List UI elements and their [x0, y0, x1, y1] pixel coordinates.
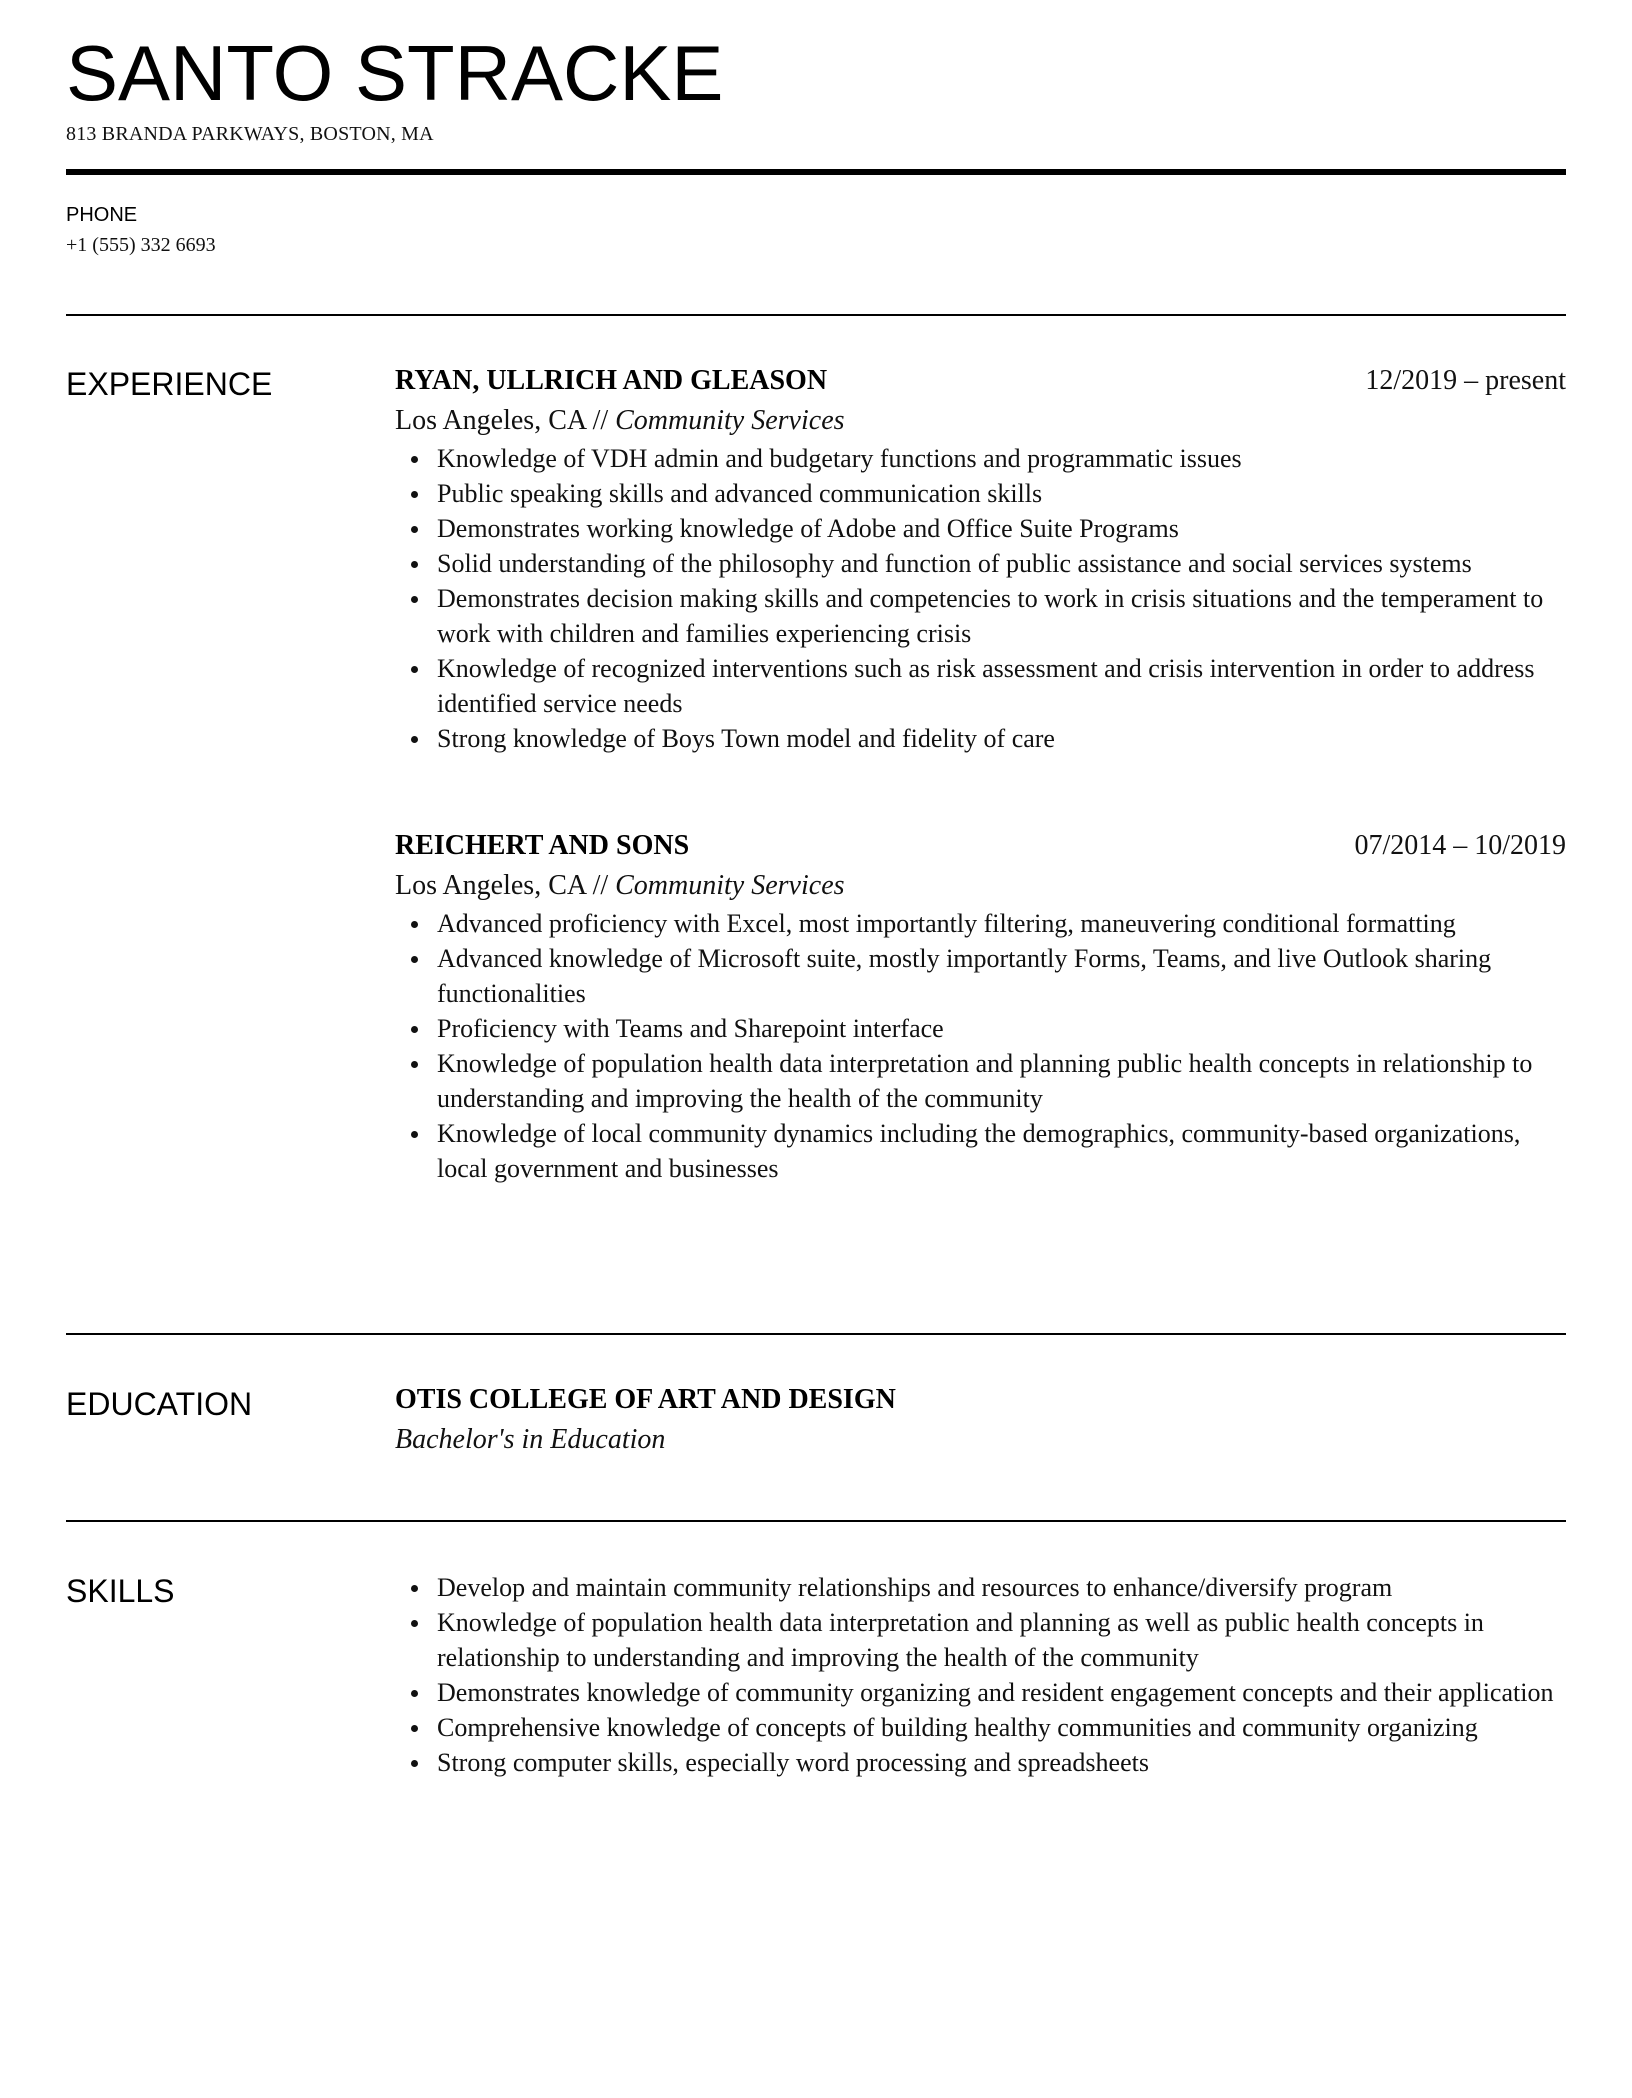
degree: Bachelor's in Education: [395, 1424, 666, 1455]
job-dates: 12/2019 – present: [1365, 365, 1566, 396]
job-header: [395, 361, 1566, 401]
list-item: [395, 1011, 1566, 1046]
bullet-icon: [411, 526, 418, 533]
list-item: [395, 1046, 1566, 1116]
bullet-icon: [411, 1690, 418, 1697]
bullet-text: Knowledge of population health data interpretation and planning public health concepts in relationship to understanding and improving the health of the community: [437, 1049, 1533, 1113]
header-divider: [66, 169, 1566, 175]
skills-list: [395, 1570, 1566, 1780]
bullet-icon: [411, 921, 418, 928]
bullet-icon: [411, 596, 418, 603]
list-item: [395, 441, 1566, 476]
bullet-text: Proficiency with Teams and Sharepoint interface: [437, 1014, 944, 1043]
candidate-name: SANTO STRACKE: [66, 29, 724, 117]
bullet-icon: [411, 1620, 418, 1627]
list-item: [395, 511, 1566, 546]
education-heading: EDUCATION: [66, 1386, 253, 1422]
experience-entry: [395, 361, 1566, 756]
bullet-icon: [411, 456, 418, 463]
bullet-icon: [411, 956, 418, 963]
job-role: Community Services: [615, 405, 845, 436]
education-content: [395, 1380, 1566, 1460]
bullet-icon: [411, 1131, 418, 1138]
job-location: Los Angeles, CA: [395, 405, 586, 436]
candidate-address: 813 BRANDA PARKWAYS, BOSTON, MA: [66, 123, 434, 145]
list-item: [395, 546, 1566, 581]
list-item: [395, 476, 1566, 511]
job-location: Los Angeles, CA: [395, 870, 586, 901]
list-item: [395, 906, 1566, 941]
job-role: Community Services: [615, 870, 845, 901]
location-separator: //: [585, 405, 616, 436]
bullet-icon: [411, 1585, 418, 1592]
bullet-icon: [411, 666, 418, 673]
bullet-text: Advanced knowledge of Microsoft suite, mostly importantly Forms, Teams, and live Outlook sharing functionalities: [437, 944, 1492, 1008]
bullet-icon: [411, 1760, 418, 1767]
bullet-icon: [411, 1725, 418, 1732]
list-item: [395, 1116, 1566, 1186]
job-location-role: [395, 866, 1566, 906]
bullet-text: Strong knowledge of Boys Town model and fidelity of care: [437, 724, 1055, 753]
bullet-icon: [411, 736, 418, 743]
list-item: [395, 941, 1566, 1011]
job-header: [395, 826, 1566, 866]
section-divider: [66, 314, 1566, 316]
list-item: [395, 1745, 1566, 1780]
location-separator: //: [585, 870, 616, 901]
bullet-text: Knowledge of local community dynamics including the demographics, community-based organizations, local government and businesses: [437, 1119, 1521, 1183]
skill-text: Comprehensive knowledge of concepts of building healthy communities and community organizing: [437, 1713, 1478, 1742]
list-item: [395, 1570, 1566, 1605]
bullet-text: Solid understanding of the philosophy and function of public assistance and social services systems: [437, 549, 1472, 578]
list-item: [395, 651, 1566, 721]
job-bullets: [395, 906, 1566, 1186]
bullet-text: Demonstrates decision making skills and competencies to work in crisis situations and the temperament to work with children and families experiencing crisis: [437, 584, 1544, 648]
experience-content: [395, 361, 1566, 1186]
skill-text: Demonstrates knowledge of community organizing and resident engagement concepts and their application: [437, 1678, 1554, 1707]
company-name: RYAN, ULLRICH AND GLEASON: [395, 365, 828, 396]
bullet-icon: [411, 1026, 418, 1033]
bullet-icon: [411, 491, 418, 498]
bullet-icon: [411, 1061, 418, 1068]
skills-content: [395, 1570, 1566, 1780]
bullet-text: Public speaking skills and advanced communication skills: [437, 479, 1043, 508]
experience-heading: EXPERIENCE: [66, 366, 273, 402]
list-item: [395, 1675, 1566, 1710]
section-divider: [66, 1520, 1566, 1522]
job-dates: 07/2014 – 10/2019: [1354, 830, 1566, 861]
bullet-text: Knowledge of recognized interventions such as risk assessment and crisis intervention in order to address identified service needs: [437, 654, 1535, 718]
bullet-icon: [411, 561, 418, 568]
phone-label: PHONE: [66, 204, 138, 226]
phone-number: +1 (555) 332 6693: [66, 234, 216, 256]
skill-text: Develop and maintain community relationships and resources to enhance/diversify program: [437, 1573, 1393, 1602]
skill-text: Strong computer skills, especially word processing and spreadsheets: [437, 1748, 1149, 1777]
list-item: [395, 1710, 1566, 1745]
job-location-role: [395, 401, 1566, 441]
bullet-text: Advanced proficiency with Excel, most importantly filtering, maneuvering conditional formatting: [437, 909, 1456, 938]
school-name: OTIS COLLEGE OF ART AND DESIGN: [395, 1384, 896, 1415]
company-name: REICHERT AND SONS: [395, 830, 690, 861]
experience-entry: [395, 826, 1566, 1186]
list-item: [395, 1605, 1566, 1675]
skills-heading: SKILLS: [66, 1573, 175, 1609]
bullet-text: Demonstrates working knowledge of Adobe and Office Suite Programs: [437, 514, 1179, 543]
section-divider: [66, 1333, 1566, 1335]
bullet-text: Knowledge of VDH admin and budgetary functions and programmatic issues: [437, 444, 1242, 473]
list-item: [395, 581, 1566, 651]
job-bullets: [395, 441, 1566, 756]
skill-text: Knowledge of population health data interpretation and planning as well as public health concepts in relationship to understanding and improving the health of the community: [437, 1608, 1484, 1672]
list-item: [395, 721, 1566, 756]
